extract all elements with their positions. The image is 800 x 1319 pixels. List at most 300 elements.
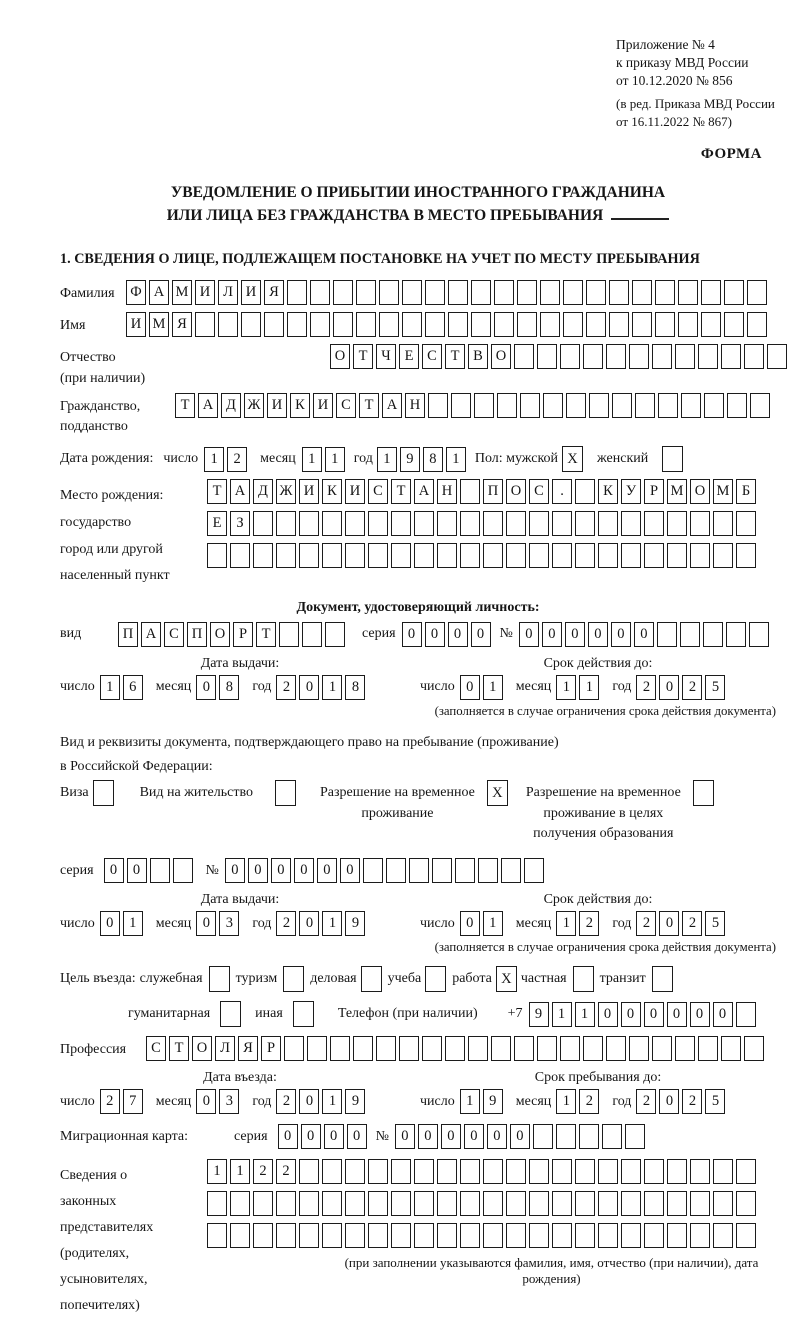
char-cell[interactable] [750, 393, 770, 418]
char-cell[interactable] [632, 312, 652, 337]
char-cell[interactable] [667, 1223, 687, 1248]
char-cell[interactable]: 0 [441, 1124, 461, 1149]
char-cell[interactable] [655, 312, 675, 337]
purpose-humanitarian-checkbox[interactable] [220, 1001, 241, 1027]
char-cell[interactable] [299, 1223, 319, 1248]
char-cell[interactable] [322, 1191, 342, 1216]
char-cell[interactable] [368, 1223, 388, 1248]
char-cell[interactable]: Ж [244, 393, 264, 418]
char-cell[interactable] [471, 312, 491, 337]
char-cell[interactable] [632, 280, 652, 305]
char-cell[interactable] [501, 858, 521, 883]
char-cell[interactable] [368, 511, 388, 536]
char-cell[interactable] [621, 543, 641, 568]
sex-male-checkbox[interactable]: X [562, 446, 583, 472]
char-cell[interactable] [606, 344, 626, 369]
char-cell[interactable]: 2 [276, 675, 296, 700]
char-cell[interactable]: 1 [556, 911, 576, 936]
edu-residence-checkbox[interactable] [693, 780, 714, 806]
char-cell[interactable] [468, 1036, 488, 1061]
char-cell[interactable]: О [210, 622, 230, 647]
char-cell[interactable]: 0 [634, 622, 654, 647]
char-cell[interactable] [207, 1223, 227, 1248]
char-cell[interactable] [701, 280, 721, 305]
char-cell[interactable] [520, 393, 540, 418]
char-cell[interactable] [721, 344, 741, 369]
char-cell[interactable] [494, 280, 514, 305]
char-cell[interactable]: 1 [322, 675, 342, 700]
char-cell[interactable]: И [241, 280, 261, 305]
char-cell[interactable] [353, 1036, 373, 1061]
char-cell[interactable] [598, 1159, 618, 1184]
char-cell[interactable] [625, 1124, 645, 1149]
char-cell[interactable]: 0 [659, 675, 679, 700]
char-cell[interactable]: 1 [460, 1089, 480, 1114]
char-cell[interactable] [598, 511, 618, 536]
char-cell[interactable]: А [198, 393, 218, 418]
char-cell[interactable] [586, 280, 606, 305]
char-cell[interactable]: 0 [104, 858, 124, 883]
char-cell[interactable] [425, 312, 445, 337]
char-cell[interactable] [414, 1223, 434, 1248]
char-cell[interactable]: И [195, 280, 215, 305]
char-cell[interactable] [478, 858, 498, 883]
char-cell[interactable]: 1 [322, 1089, 342, 1114]
char-cell[interactable]: 0 [667, 1002, 687, 1027]
char-cell[interactable] [322, 543, 342, 568]
char-cell[interactable] [409, 858, 429, 883]
char-cell[interactable]: 1 [302, 447, 322, 472]
char-cell[interactable]: Ф [126, 280, 146, 305]
char-cell[interactable] [253, 1223, 273, 1248]
char-cell[interactable] [276, 511, 296, 536]
char-cell[interactable] [606, 1036, 626, 1061]
char-cell[interactable]: П [118, 622, 138, 647]
char-cell[interactable] [602, 1124, 622, 1149]
char-cell[interactable] [276, 1191, 296, 1216]
char-cell[interactable] [356, 312, 376, 337]
char-cell[interactable]: 1 [207, 1159, 227, 1184]
char-cell[interactable]: 0 [611, 622, 631, 647]
char-cell[interactable] [540, 280, 560, 305]
char-cell[interactable]: 2 [100, 1089, 120, 1114]
char-cell[interactable]: 0 [565, 622, 585, 647]
char-cell[interactable] [658, 393, 678, 418]
char-cell[interactable]: 2 [276, 911, 296, 936]
char-cell[interactable]: 0 [317, 858, 337, 883]
char-cell[interactable]: 2 [276, 1089, 296, 1114]
char-cell[interactable] [747, 280, 767, 305]
char-cell[interactable] [299, 511, 319, 536]
char-cell[interactable]: М [713, 479, 733, 504]
char-cell[interactable] [736, 1159, 756, 1184]
visa-checkbox[interactable] [93, 780, 114, 806]
char-cell[interactable]: К [290, 393, 310, 418]
char-cell[interactable] [583, 344, 603, 369]
char-cell[interactable] [524, 858, 544, 883]
char-cell[interactable] [173, 858, 193, 883]
char-cell[interactable]: 3 [219, 911, 239, 936]
char-cell[interactable] [586, 312, 606, 337]
char-cell[interactable]: А [414, 479, 434, 504]
char-cell[interactable] [703, 622, 723, 647]
char-cell[interactable] [598, 1223, 618, 1248]
char-cell[interactable]: 0 [598, 1002, 618, 1027]
char-cell[interactable] [552, 1191, 572, 1216]
char-cell[interactable]: Р [261, 1036, 281, 1061]
char-cell[interactable] [322, 511, 342, 536]
char-cell[interactable] [230, 543, 250, 568]
char-cell[interactable] [506, 543, 526, 568]
char-cell[interactable]: Т [391, 479, 411, 504]
char-cell[interactable] [609, 312, 629, 337]
char-cell[interactable]: Т [207, 479, 227, 504]
char-cell[interactable] [713, 543, 733, 568]
char-cell[interactable] [299, 1191, 319, 1216]
char-cell[interactable] [537, 1036, 557, 1061]
char-cell[interactable]: 0 [248, 858, 268, 883]
char-cell[interactable] [575, 479, 595, 504]
char-cell[interactable]: 1 [100, 675, 120, 700]
char-cell[interactable] [368, 1159, 388, 1184]
char-cell[interactable]: И [126, 312, 146, 337]
char-cell[interactable] [675, 344, 695, 369]
char-cell[interactable]: 1 [556, 1089, 576, 1114]
char-cell[interactable]: 0 [340, 858, 360, 883]
char-cell[interactable] [448, 312, 468, 337]
char-cell[interactable]: О [506, 479, 526, 504]
purpose-other-checkbox[interactable] [293, 1001, 314, 1027]
char-cell[interactable]: 0 [271, 858, 291, 883]
char-cell[interactable]: И [267, 393, 287, 418]
char-cell[interactable]: Д [221, 393, 241, 418]
char-cell[interactable]: 0 [460, 911, 480, 936]
char-cell[interactable] [414, 543, 434, 568]
char-cell[interactable]: Т [353, 344, 373, 369]
char-cell[interactable]: Н [437, 479, 457, 504]
char-cell[interactable]: 0 [196, 911, 216, 936]
char-cell[interactable] [681, 393, 701, 418]
char-cell[interactable]: 0 [395, 1124, 415, 1149]
char-cell[interactable] [241, 312, 261, 337]
char-cell[interactable] [279, 622, 299, 647]
char-cell[interactable]: 0 [196, 1089, 216, 1114]
char-cell[interactable]: 0 [588, 622, 608, 647]
char-cell[interactable]: 2 [636, 1089, 656, 1114]
char-cell[interactable] [455, 858, 475, 883]
char-cell[interactable]: С [422, 344, 442, 369]
char-cell[interactable] [425, 280, 445, 305]
char-cell[interactable] [345, 1223, 365, 1248]
char-cell[interactable] [575, 1223, 595, 1248]
char-cell[interactable]: 0 [621, 1002, 641, 1027]
char-cell[interactable] [744, 344, 764, 369]
char-cell[interactable]: 0 [100, 911, 120, 936]
char-cell[interactable] [713, 1191, 733, 1216]
char-cell[interactable]: 1 [123, 911, 143, 936]
char-cell[interactable] [150, 858, 170, 883]
char-cell[interactable]: С [529, 479, 549, 504]
char-cell[interactable] [253, 511, 273, 536]
char-cell[interactable] [529, 1223, 549, 1248]
char-cell[interactable] [621, 1159, 641, 1184]
char-cell[interactable] [583, 1036, 603, 1061]
char-cell[interactable]: К [322, 479, 342, 504]
char-cell[interactable] [644, 1159, 664, 1184]
char-cell[interactable] [589, 393, 609, 418]
char-cell[interactable]: Я [172, 312, 192, 337]
char-cell[interactable] [460, 1159, 480, 1184]
char-cell[interactable] [299, 543, 319, 568]
char-cell[interactable] [698, 344, 718, 369]
char-cell[interactable] [402, 280, 422, 305]
char-cell[interactable] [483, 543, 503, 568]
char-cell[interactable] [356, 280, 376, 305]
char-cell[interactable] [345, 543, 365, 568]
char-cell[interactable]: 0 [464, 1124, 484, 1149]
char-cell[interactable] [724, 312, 744, 337]
char-cell[interactable] [322, 1223, 342, 1248]
char-cell[interactable] [529, 511, 549, 536]
char-cell[interactable]: . [552, 479, 572, 504]
char-cell[interactable]: П [483, 479, 503, 504]
char-cell[interactable] [253, 1191, 273, 1216]
char-cell[interactable]: 1 [556, 675, 576, 700]
char-cell[interactable] [483, 1191, 503, 1216]
purpose-work-checkbox[interactable]: X [496, 966, 517, 992]
char-cell[interactable]: А [149, 280, 169, 305]
char-cell[interactable] [566, 393, 586, 418]
char-cell[interactable] [345, 511, 365, 536]
char-cell[interactable]: М [667, 479, 687, 504]
char-cell[interactable] [736, 1223, 756, 1248]
char-cell[interactable] [207, 1191, 227, 1216]
temp-residence-checkbox[interactable]: X [487, 780, 508, 806]
char-cell[interactable] [552, 511, 572, 536]
char-cell[interactable] [543, 393, 563, 418]
char-cell[interactable] [422, 1036, 442, 1061]
char-cell[interactable] [491, 1036, 511, 1061]
char-cell[interactable] [506, 1191, 526, 1216]
char-cell[interactable] [563, 280, 583, 305]
char-cell[interactable] [330, 1036, 350, 1061]
char-cell[interactable] [726, 622, 746, 647]
char-cell[interactable]: И [345, 479, 365, 504]
char-cell[interactable]: 0 [278, 1124, 298, 1149]
char-cell[interactable] [540, 312, 560, 337]
char-cell[interactable] [437, 1159, 457, 1184]
char-cell[interactable]: С [336, 393, 356, 418]
char-cell[interactable] [333, 312, 353, 337]
char-cell[interactable]: З [230, 511, 250, 536]
char-cell[interactable]: 0 [299, 675, 319, 700]
char-cell[interactable] [276, 543, 296, 568]
char-cell[interactable] [678, 312, 698, 337]
char-cell[interactable] [598, 543, 618, 568]
char-cell[interactable]: Ч [376, 344, 396, 369]
char-cell[interactable]: 0 [471, 622, 491, 647]
char-cell[interactable] [575, 543, 595, 568]
char-cell[interactable] [579, 1124, 599, 1149]
char-cell[interactable] [414, 1191, 434, 1216]
purpose-private-checkbox[interactable] [573, 966, 594, 992]
char-cell[interactable]: 1 [204, 447, 224, 472]
char-cell[interactable]: 2 [682, 675, 702, 700]
char-cell[interactable]: 0 [542, 622, 562, 647]
char-cell[interactable]: 1 [575, 1002, 595, 1027]
char-cell[interactable] [560, 344, 580, 369]
char-cell[interactable]: Я [238, 1036, 258, 1061]
char-cell[interactable]: 0 [347, 1124, 367, 1149]
char-cell[interactable]: Т [445, 344, 465, 369]
char-cell[interactable]: 9 [345, 911, 365, 936]
char-cell[interactable] [445, 1036, 465, 1061]
char-cell[interactable] [575, 511, 595, 536]
char-cell[interactable]: Д [253, 479, 273, 504]
char-cell[interactable] [678, 280, 698, 305]
char-cell[interactable] [721, 1036, 741, 1061]
char-cell[interactable]: С [164, 622, 184, 647]
char-cell[interactable]: 0 [644, 1002, 664, 1027]
char-cell[interactable] [402, 312, 422, 337]
char-cell[interactable]: О [330, 344, 350, 369]
char-cell[interactable] [552, 1159, 572, 1184]
char-cell[interactable] [399, 1036, 419, 1061]
char-cell[interactable] [264, 312, 284, 337]
char-cell[interactable]: Ж [276, 479, 296, 504]
char-cell[interactable] [494, 312, 514, 337]
char-cell[interactable] [517, 280, 537, 305]
char-cell[interactable]: О [491, 344, 511, 369]
char-cell[interactable]: 2 [579, 1089, 599, 1114]
char-cell[interactable] [655, 280, 675, 305]
char-cell[interactable] [652, 344, 672, 369]
char-cell[interactable] [652, 1036, 672, 1061]
char-cell[interactable]: 1 [483, 911, 503, 936]
char-cell[interactable] [437, 1223, 457, 1248]
char-cell[interactable]: 2 [579, 911, 599, 936]
char-cell[interactable]: М [172, 280, 192, 305]
char-cell[interactable] [391, 1223, 411, 1248]
char-cell[interactable] [497, 393, 517, 418]
char-cell[interactable] [609, 280, 629, 305]
char-cell[interactable]: 2 [682, 1089, 702, 1114]
char-cell[interactable]: 0 [294, 858, 314, 883]
char-cell[interactable] [391, 1159, 411, 1184]
char-cell[interactable]: Я [264, 280, 284, 305]
char-cell[interactable] [529, 1191, 549, 1216]
char-cell[interactable] [537, 344, 557, 369]
char-cell[interactable] [690, 1159, 710, 1184]
char-cell[interactable] [460, 1191, 480, 1216]
char-cell[interactable] [391, 543, 411, 568]
char-cell[interactable]: 0 [690, 1002, 710, 1027]
char-cell[interactable]: 2 [276, 1159, 296, 1184]
char-cell[interactable]: 5 [705, 911, 725, 936]
char-cell[interactable]: 8 [423, 447, 443, 472]
char-cell[interactable] [253, 543, 273, 568]
char-cell[interactable] [460, 1223, 480, 1248]
char-cell[interactable] [230, 1191, 250, 1216]
char-cell[interactable]: Т [169, 1036, 189, 1061]
char-cell[interactable] [644, 543, 664, 568]
char-cell[interactable] [448, 280, 468, 305]
char-cell[interactable] [690, 1191, 710, 1216]
char-cell[interactable] [514, 344, 534, 369]
char-cell[interactable] [287, 280, 307, 305]
char-cell[interactable]: 0 [425, 622, 445, 647]
char-cell[interactable] [302, 622, 322, 647]
char-cell[interactable]: У [621, 479, 641, 504]
char-cell[interactable] [345, 1159, 365, 1184]
char-cell[interactable]: 0 [324, 1124, 344, 1149]
char-cell[interactable] [621, 1191, 641, 1216]
char-cell[interactable] [195, 312, 215, 337]
char-cell[interactable] [701, 312, 721, 337]
char-cell[interactable]: В [468, 344, 488, 369]
char-cell[interactable]: 9 [483, 1089, 503, 1114]
char-cell[interactable] [736, 543, 756, 568]
char-cell[interactable] [310, 312, 330, 337]
char-cell[interactable] [556, 1124, 576, 1149]
char-cell[interactable] [713, 1159, 733, 1184]
char-cell[interactable]: Л [218, 280, 238, 305]
char-cell[interactable]: 0 [519, 622, 539, 647]
char-cell[interactable] [667, 511, 687, 536]
char-cell[interactable] [575, 1191, 595, 1216]
char-cell[interactable] [629, 1036, 649, 1061]
char-cell[interactable]: Б [736, 479, 756, 504]
char-cell[interactable]: Е [399, 344, 419, 369]
char-cell[interactable] [675, 1036, 695, 1061]
char-cell[interactable] [437, 511, 457, 536]
char-cell[interactable]: А [141, 622, 161, 647]
char-cell[interactable]: 0 [402, 622, 422, 647]
char-cell[interactable] [207, 543, 227, 568]
char-cell[interactable]: 0 [225, 858, 245, 883]
char-cell[interactable] [680, 622, 700, 647]
char-cell[interactable] [368, 1191, 388, 1216]
char-cell[interactable] [376, 1036, 396, 1061]
char-cell[interactable] [704, 393, 724, 418]
char-cell[interactable]: 0 [299, 1089, 319, 1114]
char-cell[interactable] [428, 393, 448, 418]
char-cell[interactable] [552, 1223, 572, 1248]
char-cell[interactable] [517, 312, 537, 337]
char-cell[interactable] [284, 1036, 304, 1061]
char-cell[interactable]: 0 [460, 675, 480, 700]
char-cell[interactable] [391, 1191, 411, 1216]
purpose-study-checkbox[interactable] [425, 966, 446, 992]
sex-female-checkbox[interactable] [662, 446, 683, 472]
char-cell[interactable] [612, 393, 632, 418]
char-cell[interactable] [560, 1036, 580, 1061]
char-cell[interactable]: 8 [345, 675, 365, 700]
char-cell[interactable] [690, 543, 710, 568]
char-cell[interactable]: 2 [682, 911, 702, 936]
char-cell[interactable]: 1 [579, 675, 599, 700]
char-cell[interactable]: С [368, 479, 388, 504]
char-cell[interactable]: О [192, 1036, 212, 1061]
char-cell[interactable] [437, 1191, 457, 1216]
char-cell[interactable]: Т [175, 393, 195, 418]
char-cell[interactable]: 5 [705, 1089, 725, 1114]
char-cell[interactable]: Н [405, 393, 425, 418]
char-cell[interactable] [276, 1223, 296, 1248]
char-cell[interactable]: О [690, 479, 710, 504]
char-cell[interactable] [483, 1223, 503, 1248]
char-cell[interactable]: 5 [705, 675, 725, 700]
